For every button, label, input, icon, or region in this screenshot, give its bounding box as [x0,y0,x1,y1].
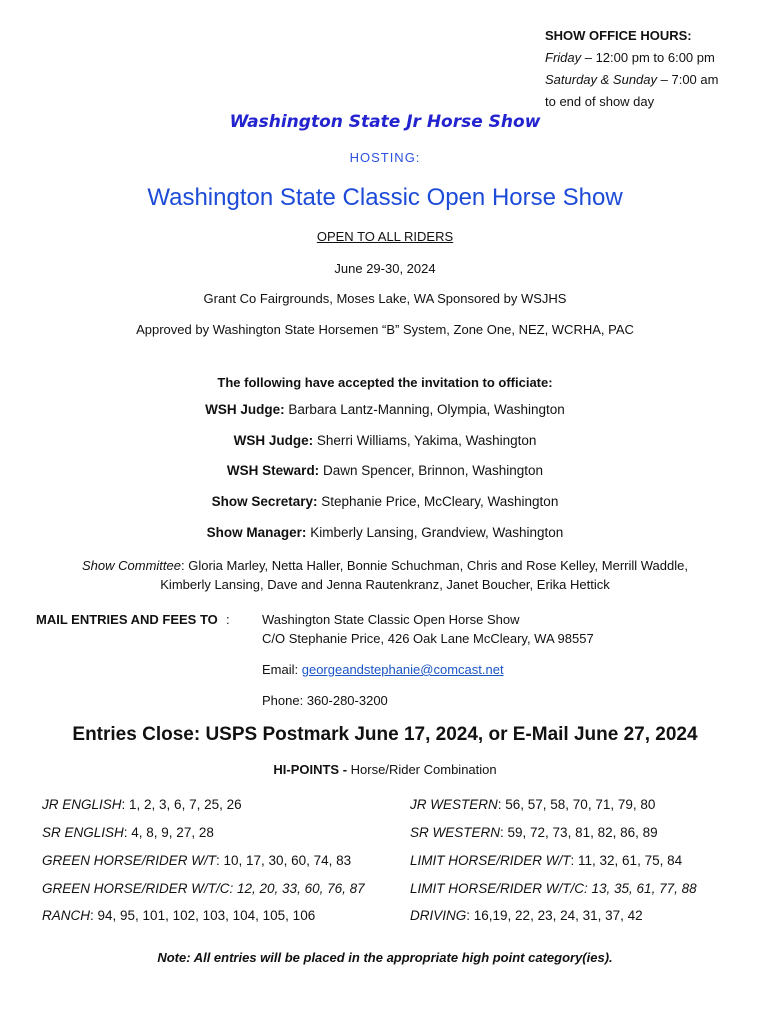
official-role: WSH Judge: [233,433,314,448]
hipoint-category [42,908,315,923]
friday-label: Friday [545,50,582,65]
category-classes: : 94, 95, 101, 102, 103, 104, 105, 106 [90,908,316,923]
hipoint-category [410,797,655,812]
official-row [0,525,770,540]
show-committee [30,556,740,594]
entries-close-heading: Entries Close: USPS Postmark June 17, 2024, or E-Mail June 27, 2024 [72,724,698,745]
hipoint-category [42,797,242,812]
category-classes: : 16,19, 22, 23, 24, 31, 37, 42 [466,908,643,923]
official-role: Show Manager: [206,525,307,540]
category-classes: : 11, 32, 61, 75, 84 [570,853,683,868]
category-name: DRIVING [410,908,467,923]
hipoints-label: HI-POINTS - [273,762,348,777]
office-hours-friday [545,47,765,69]
committee-members-2: Kimberly Lansing, Dave and Jenna Rautenkranz, Janet Boucher, Erika Hettick [160,577,610,592]
official-name: Barbara Lantz-Manning, Olympia, Washington [284,402,565,417]
host-title: Washington State Jr Horse Show [229,112,541,132]
office-hours-weekend [545,69,765,91]
show-dates: June 29-30, 2024 [334,261,436,276]
official-name: Stephanie Price, McCleary, Washington [317,494,559,509]
category-classes: : 12, 20, 33, 60, 76, 87 [229,881,365,896]
mail-colon: : [226,612,230,627]
office-hours-weekend-end: to end of show day [545,94,655,109]
approval-text: Approved by Washington State Horsemen “B” System, Zone One, NEZ, WCRHA, PAC [136,322,634,337]
official-row [0,433,770,448]
show-location: Grant Co Fairgrounds, Moses Lake, WA Sponsored by WSJHS [203,291,567,306]
officials-intro: The following have accepted the invitation to officiate: [217,375,553,390]
committee-members-1: : Gloria Marley, Netta Haller, Bonnie Schuchman, Chris and Rose Kelley, Merrill Waddle, [181,558,688,573]
category-name: GREEN HORSE/RIDER W/T/C [42,881,230,896]
category-name: LIMIT HORSE/RIDER W/T [410,853,571,868]
official-role: Show Secretary: [211,494,318,509]
official-role: WSH Judge: [205,402,285,417]
hosting-label: HOSTING: [349,150,421,165]
official-row [0,463,770,478]
weekend-label: Saturday & Sunday [545,72,658,87]
weekend-time: – 7:00 am [657,72,719,87]
committee-label: Show Committee [82,558,181,573]
hipoint-category [42,881,365,896]
official-role: WSH Steward: [226,463,320,478]
friday-time: – 12:00 pm to 6:00 pm [581,50,715,65]
category-name: SR WESTERN [410,825,501,840]
hipoint-category [42,825,214,840]
entries-note: Note: All entries will be placed in the appropriate high point category(ies). [157,950,613,965]
mail-entries-label: MAIL ENTRIES AND FEES TO [36,612,218,627]
open-to-all-riders: OPEN TO ALL RIDERS [316,229,454,244]
official-name: Kimberly Lansing, Grandview, Washington [306,525,564,540]
hipoint-category [42,853,351,868]
category-classes: : 1, 2, 3, 6, 7, 25, 26 [121,797,242,812]
hipoint-category [410,853,682,868]
category-classes: : 10, 17, 30, 60, 74, 83 [216,853,352,868]
mail-phone: Phone: 360-280-3200 [262,693,388,708]
email-label: Email: [262,662,302,677]
hipoint-category [410,825,658,840]
official-name: Dawn Spencer, Brinnon, Washington [319,463,544,478]
hipoints-desc: Horse/Rider Combination [347,762,497,777]
category-name: RANCH [42,908,91,923]
category-classes: : 56, 57, 58, 70, 71, 79, 80 [497,797,656,812]
mail-email [262,662,504,677]
office-hours [545,25,765,113]
office-hours-heading: SHOW OFFICE HOURS: [545,28,692,43]
official-row [0,494,770,509]
category-name: GREEN HORSE/RIDER W/T [42,853,217,868]
page-title: Washington State Classic Open Horse Show [147,184,623,211]
category-name: SR ENGLISH [42,825,124,840]
official-row [0,402,770,417]
category-name: JR WESTERN [410,797,498,812]
hipoints-heading [0,762,770,777]
committee-line-1 [30,556,740,575]
mail-recipient: Washington State Classic Open Horse Show [262,612,520,627]
official-name: Sherri Williams, Yakima, Washington [313,433,537,448]
hipoint-category [410,908,643,923]
mail-address: C/O Stephanie Price, 426 Oak Lane McCleary, WA 98557 [262,631,594,646]
category-name: JR ENGLISH [42,797,122,812]
category-classes: : 13, 35, 61, 77, 88 [584,881,697,896]
email-link[interactable]: georgeandstephanie@comcast.net [301,662,504,677]
category-classes: : 59, 72, 73, 81, 82, 86, 89 [500,825,658,840]
category-name: LIMIT HORSE/RIDER W/T/C [410,881,585,896]
hipoint-category [410,881,697,896]
category-classes: : 4, 8, 9, 27, 28 [123,825,214,840]
